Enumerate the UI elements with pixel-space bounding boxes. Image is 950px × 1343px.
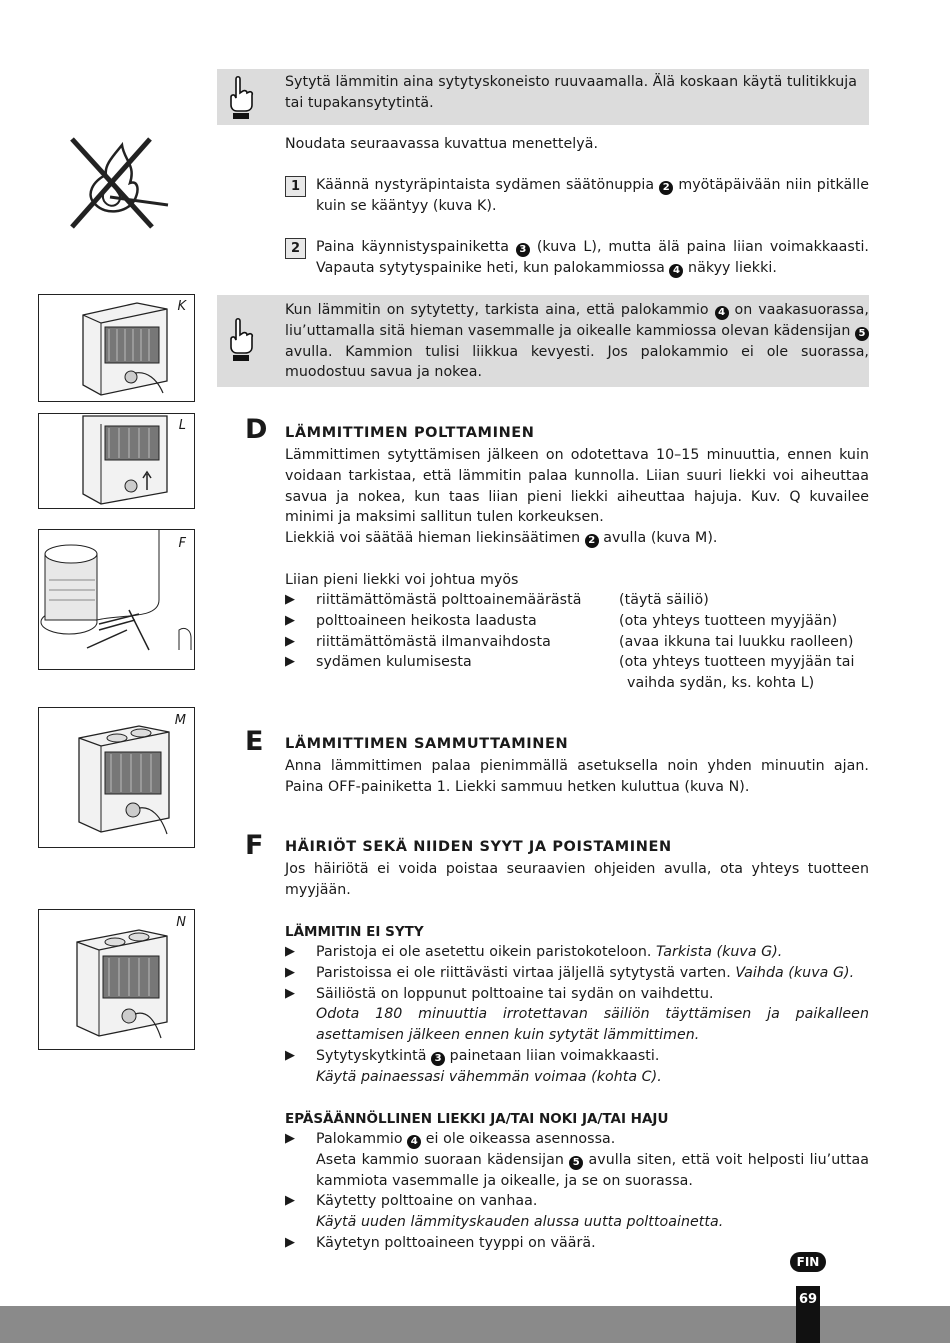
figure-f (38, 529, 195, 670)
warning-note-1 (217, 69, 869, 125)
figure-l (38, 413, 195, 509)
step-2: 2 Paina käynnistyspainiketta 3 (kuva L), mutta älä paina liian voimakkaasti. Vapauta sytytyspainike heti, kun palokammiossa 4 näkyy liekki. (285, 237, 869, 279)
list-item: ▶ Käytetyn polttoaineen tyyppi on väärä. (285, 1233, 869, 1254)
figure-n (38, 909, 195, 1050)
step-1-number: 1 (285, 176, 306, 197)
section-e-paragraph: Anna lämmittimen palaa pienimmällä asetuksella noin yhden minuutin ajan. Paina OFF-painiketta 1. Liekki sammuu hetken kuluttua (kuva N). (285, 758, 869, 795)
section-f-title: HÄIRIÖT SEKÄ NIIDEN SYYT JA POISTAMINEN (285, 839, 672, 855)
section-e-letter: E (245, 726, 264, 757)
figure-label: M (174, 713, 186, 728)
figure-label: F (178, 536, 186, 551)
bullet-arrow-icon: ▶ (285, 1047, 296, 1063)
bullet-arrow-icon: ▶ (285, 1193, 296, 1209)
ref-circle: 3 (516, 243, 530, 257)
warning-note-2 (217, 295, 869, 387)
no-open-flame-icon (66, 135, 172, 233)
bullet-arrow-icon: ▶ (285, 612, 296, 628)
subheading-no-ignition: LÄMMITIN EI SYTY (285, 924, 424, 940)
ref-circle: 4 (715, 306, 729, 320)
subheading-irregular-flame: EPÄSÄÄNNÖLLINEN LIEKKI JA/TAI NOKI JA/TAI HAJU (285, 1111, 669, 1127)
ref-circle: 5 (855, 327, 869, 341)
intro-text: Noudata seuraavassa kuvattua menettelyä. (285, 136, 599, 152)
figure-m (38, 707, 195, 848)
step-2-number: 2 (285, 238, 306, 259)
heater-illustration (39, 414, 194, 508)
list-item: ▶ polttoaineen heikosta laadusta (ota yhteys tuotteen myyjään) (285, 611, 869, 632)
ref-circle: 2 (585, 534, 599, 548)
section-d-letter: D (245, 414, 268, 445)
section-f-paragraph: Jos häiriötä ei voida poistaa seuraavien ohjeiden avulla, ota yhteys tuotteen myyjään. (285, 861, 869, 898)
ref-circle: 4 (407, 1135, 421, 1149)
ref-circle: 4 (669, 264, 683, 278)
list-item: ▶ riittämättömästä ilmanvaihdosta (avaa ikkuna tai luukku raolleen) (285, 632, 869, 653)
section-e-title: LÄMMITTIMEN SAMMUTTAMINEN (285, 736, 569, 752)
no-ignition-list (285, 942, 869, 1088)
bullet-arrow-icon: ▶ (285, 985, 296, 1001)
ref-circle: 3 (431, 1052, 445, 1066)
list-item: ▶ Käytetty polttoaine on vanhaa. Käytä uuden lämmityskauden alussa uutta polttoainetta. (285, 1193, 724, 1231)
note-1-text: Sytytä lämmitin aina sytytyskoneisto ruuvaamalla. Älä koskaan käytä tulitikkuja tai tupakansytytintä. (285, 74, 858, 111)
figure-label: N (176, 915, 186, 930)
causes-list (285, 590, 869, 694)
section-d-paragraph: Lämmittimen sytyttämisen jälkeen on odotettava 10–15 minuuttia, ennen kuin voidaan tarkistaa, että lämmitin palaa kunnolla. Liian suuri liekki voi aiheuttaa savua ja nokea, kun taas liian pieni liekki aiheuttaa hajuja. Kuv. Q kuvailee minimi ja maksimi sallitun tulen korkeuksen. (285, 447, 869, 526)
list-item: ▶ Säiliöstä on loppunut polttoaine tai sydän on vaihdettu. Odota 180 minuuttia irrotettavan säiliön täyttämisen ja paikalleen asettamisen jälkeen ennen kuin sytytät lämmittimen. (285, 985, 869, 1044)
pointing-hand-icon (223, 75, 257, 121)
combustion-chamber-illustration (39, 530, 194, 669)
list-item: ▶ Sytytyskytkintä 3 painetaan liian voimakkaasti. Käytä painaessasi vähemmän voimaa (kohta C). (285, 1047, 662, 1085)
note-2-text: Kun lämmitin on sytytetty, tarkista aina, että palokammio 4 on vaakasuorassa, liu’uttamalla sitä hieman vasemmalle ja oikealle kammiossa olevan kädensijan 5 avulla. Kammion tulisi liikkua kevyesti. Jos palokammio ei ole suorassa, muodostuu savua ja nokea. (285, 302, 869, 381)
causes-intro: Liian pieni liekki voi johtua myös (285, 572, 519, 588)
page-number: 69 (798, 1292, 818, 1307)
bullet-arrow-icon: ▶ (285, 964, 296, 980)
list-item: ▶ Palokammio 4 ei ole oikeassa asennossa. Aseta kammio suoraan kädensijan 5 avulla siten, että voit helposti liu’uttaa kammiota vasemmalle ja oikealle, ja se on suorassa. (285, 1131, 869, 1189)
heater-illustration (39, 295, 194, 401)
ref-circle: 2 (659, 181, 673, 195)
figure-k (38, 294, 195, 402)
bullet-arrow-icon: ▶ (285, 1234, 296, 1250)
section-d-title: LÄMMITTIMEN POLTTAMINEN (285, 425, 535, 441)
bullet-arrow-icon: ▶ (285, 1131, 296, 1146)
figure-label: L (178, 418, 186, 433)
ref-circle: 5 (569, 1156, 583, 1170)
list-item: ▶ Paristoja ei ole asetettu oikein paristokoteloon. Tarkista (kuva G). (285, 942, 869, 963)
list-item: ▶ sydämen kulumisesta (ota yhteys tuotteen myyjään tai vaihda sydän, ks. kohta L) (285, 654, 855, 692)
bullet-arrow-icon: ▶ (285, 654, 296, 670)
bullet-arrow-icon: ▶ (285, 633, 296, 649)
pointing-hand-icon (223, 317, 257, 363)
heater-illustration (39, 708, 194, 847)
figure-label: K (177, 299, 186, 314)
heater-illustration (39, 910, 194, 1049)
irregular-flame-list (285, 1129, 869, 1254)
bullet-arrow-icon: ▶ (285, 944, 296, 959)
section-d-adjust: Liekkiä voi säätää hieman liekinsäätimen 2 avulla (kuva M). (285, 530, 718, 546)
list-item: ▶ riittämättömästä polttoainemäärästä (täytä säiliö) (285, 590, 869, 611)
list-item: ▶ Paristoissa ei ole riittävästi virtaa jäljellä sytytystä varten. Vaihda (kuva G). (285, 963, 869, 984)
section-f-letter: F (245, 830, 264, 861)
page-number-tab (796, 1286, 820, 1343)
language-badge: FIN (790, 1252, 826, 1272)
bullet-arrow-icon: ▶ (285, 592, 296, 607)
step-1: 1 Käännä nystyräpintaista sydämen säätönuppia 2 myötäpäivään niin pitkälle kuin se kääntyy (kuva K). (285, 175, 869, 217)
